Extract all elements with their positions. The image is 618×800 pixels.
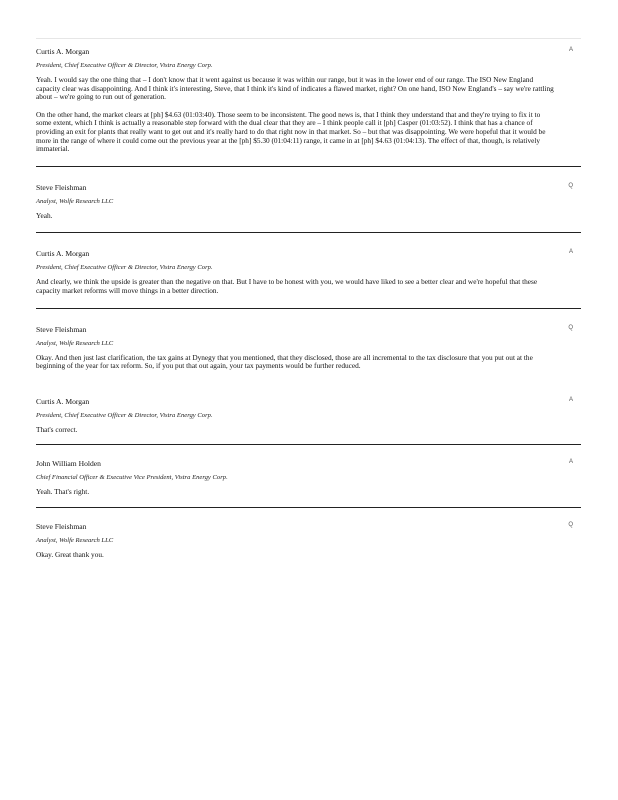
paragraph: Yeah. That's right. <box>36 487 90 497</box>
answer-tag: A <box>568 47 573 53</box>
transcript-entry <box>36 449 581 508</box>
speaker-role: Analyst, Wolfe Research LLC <box>36 536 114 544</box>
speaker-name: Steve Fleishman <box>36 521 87 531</box>
speaker-role: Analyst, Wolfe Research LLC <box>36 197 114 205</box>
transcript-entry <box>36 237 581 308</box>
speaker-role: President, Chief Executive Officer & Director, Vistra Energy Corp. <box>36 264 213 272</box>
speaker-name: Curtis A. Morgan <box>36 249 90 259</box>
transcript-entry <box>36 41 581 167</box>
speaker-name: Steve Fleishman <box>36 182 87 192</box>
answer-tag: A <box>568 459 573 466</box>
speaker-role: President, Chief Executive Officer & Director, Vistra Energy Corp. <box>36 411 213 419</box>
paragraph: Okay. And then just last clarification, the tax gains at Dynegy that you mentioned, that they disclosed, those are all incremental to the tax disclosure that you put out at the beginning of the year for tax reform. So, if you put that out again, your tax payments would be further reduced. <box>36 352 533 371</box>
transcript-entry <box>36 391 581 446</box>
speaker-name: Steve Fleishman <box>36 324 87 334</box>
paragraph: That's correct. <box>36 424 78 434</box>
answer-tag: A <box>568 396 573 403</box>
paragraph: And clearly, we think the upside is greater than the negative on that. But I have to be honest with you, we would have liked to see a better clear and we're hopeful that these capacity market reforms will move things in a better direction. <box>36 277 538 295</box>
transcript-entry <box>36 512 581 560</box>
transcript-entry <box>36 313 581 391</box>
speaker-role: President, Chief Executive Officer & Director, Vistra Energy Corp. <box>36 62 213 69</box>
question-tag: Q <box>568 324 573 331</box>
speaker-name: John William Holden <box>36 459 101 469</box>
paragraph: Okay. Great thank you. <box>36 549 104 559</box>
speaker-role: Chief Financial Officer & Executive Vice President, Vistra Energy Corp. <box>36 474 228 482</box>
speaker-name: Curtis A. Morgan <box>36 47 90 56</box>
question-tag: Q <box>568 182 573 189</box>
transcript-entry <box>36 171 581 234</box>
question-tag: Q <box>568 521 573 528</box>
answer-tag: A <box>568 249 573 256</box>
top-divider <box>36 38 581 39</box>
paragraph: Yeah. I would say the one thing that – I don't know that it went against us because it was within our range, but it was in the lower end of our range. The ISO New England capacity clear was disappointing. And I think it's interesting, Steve, that I think it's kind of indicates a flawed market, right? On one hand, ISO New England's – say we're rattling about – we're going to run out of generation. <box>36 75 554 102</box>
paragraph: On the other hand, the market clears at [ph] $4.63 (01:03:40). Those seem to be inconsistent. The good news is, that I think they understand that and they're trying to fix it to some extent, which I think is actually a reasonable step forward with the dual clear that they are – I think people call it [ph] Casper (01:03:52). I think that has a chance of providing an exit for plants that really want to get out and it's really hard to do that right now in that market. So – but that was disappointing. We were hopeful that it would be more in the range of where it could come out the previous year at the [ph] $5.30 (01:04:11) range, it came in at [ph] $4.63 (01:04:13). The effect of that, though, is relatively immaterial. <box>36 109 546 154</box>
speaker-name: Curtis A. Morgan <box>36 396 90 406</box>
transcript-content <box>36 38 581 560</box>
speaker-role: Analyst, Wolfe Research LLC <box>36 339 114 347</box>
paragraph: Yeah. <box>36 210 53 220</box>
